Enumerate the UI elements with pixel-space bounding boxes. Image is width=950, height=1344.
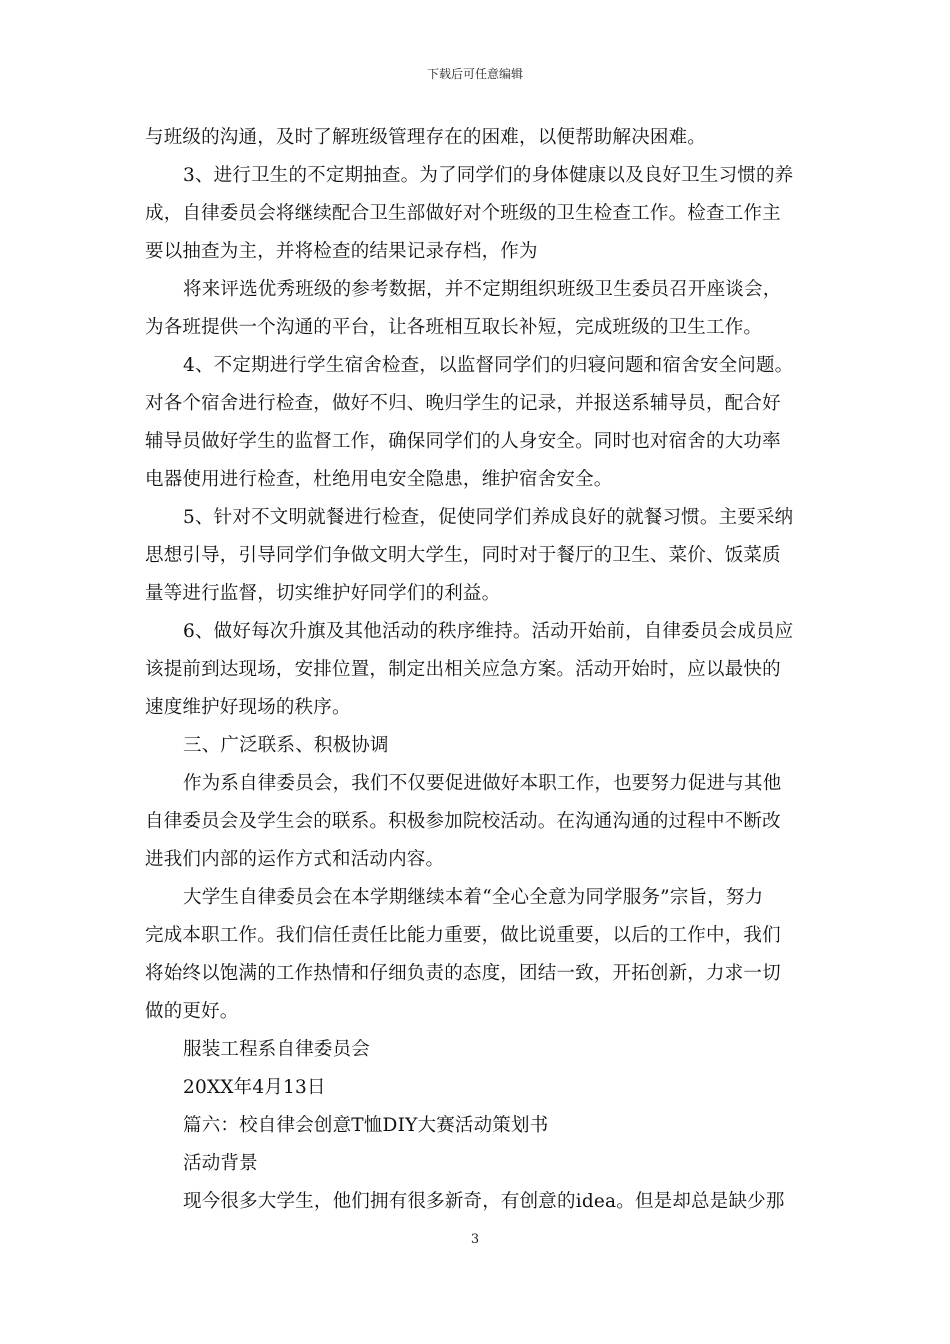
text-line: 该提前到达现场，安排位置，制定出相关应急方案。活动开始时，应以最快的 [145,659,781,680]
document-body [145,119,807,1221]
text-line: 为各班提供一个沟通的平台，让各班相互取长补短，完成班级的卫生工作。 [145,317,763,338]
text-line: 成，自律委员会将继续配合卫生部做好对个班级的卫生检查工作。检查工作主 [145,203,781,224]
text-line: 思想引导，引导同学们争做文明大学生，同时对于餐厅的卫生、菜价、饭菜质 [145,545,781,566]
text-line: 20XX年4月13日 [183,1077,326,1098]
text-line: 将始终以饱满的工作热情和仔细负责的态度，团结一致，开拓创新，力求一切 [145,963,781,984]
text-line: 作为系自律委员会，我们不仅要促进做好本职工作，也要努力促进与其他 [183,773,782,794]
text-line: 大学生自律委员会在本学期继续本着“全心全意为同学服务”宗旨，努力 [183,887,764,908]
page-number: 3 [470,1232,480,1247]
text-line: 进我们内部的运作方式和活动内容。 [145,849,445,870]
text-line: 三、广泛联系、积极协调 [183,735,389,756]
text-line: 辅导员做好学生的监督工作，确保同学们的人身安全。同时也对宿舍的大功率 [145,431,781,452]
text-line: 3、进行卫生的不定期抽查。为了同学们的身体健康以及良好卫生习惯的养 [183,165,794,186]
text-line: 做的更好。 [145,1001,239,1022]
text-line: 完成本职工作。我们信任责任比能力重要，做比说重要，以后的工作中，我们 [145,925,781,946]
text-line: 对各个宿舍进行检查，做好不归、晚归学生的记录，并报送系辅导员，配合好 [145,393,781,414]
text-line: 6、做好每次升旗及其他活动的秩序维持。活动开始前，自律委员会成员应 [183,621,794,642]
page-header: 下载后可任意编辑 [426,67,523,81]
text-line: 现今很多大学生，他们拥有很多新奇，有创意的idea。但是却总是缺少那 [183,1191,785,1212]
text-line: 服装工程系自律委员会 [183,1039,371,1060]
text-line: 自律委员会及学生会的联系。积极参加院校活动。在沟通沟通的过程中不断改 [145,811,781,832]
text-line: 篇六：校自律会创意T恤DIY大赛活动策划书 [183,1115,549,1136]
text-line: 要以抽查为主，并将检查的结果记录存档，作为 [145,241,538,262]
text-line: 4、不定期进行学生宿舍检查，以监督同学们的归寝问题和宿舍安全问题。 [183,355,794,376]
text-line: 活动背景 [183,1153,258,1174]
text-line: 将来评选优秀班级的参考数据，并不定期组织班级卫生委员召开座谈会， [183,279,782,300]
text-line: 电器使用进行检查，杜绝用电安全隐患，维护宿舍安全。 [145,469,613,490]
text-line: 5、针对不文明就餐进行检查，促使同学们养成良好的就餐习惯。主要采纳 [183,507,794,528]
text-line: 与班级的沟通，及时了解班级管理存在的困难，以便帮助解决困难。 [145,127,707,148]
text-line: 量等进行监督，切实维护好同学们的利益。 [145,583,501,604]
text-line: 速度维护好现场的秩序。 [145,697,351,718]
